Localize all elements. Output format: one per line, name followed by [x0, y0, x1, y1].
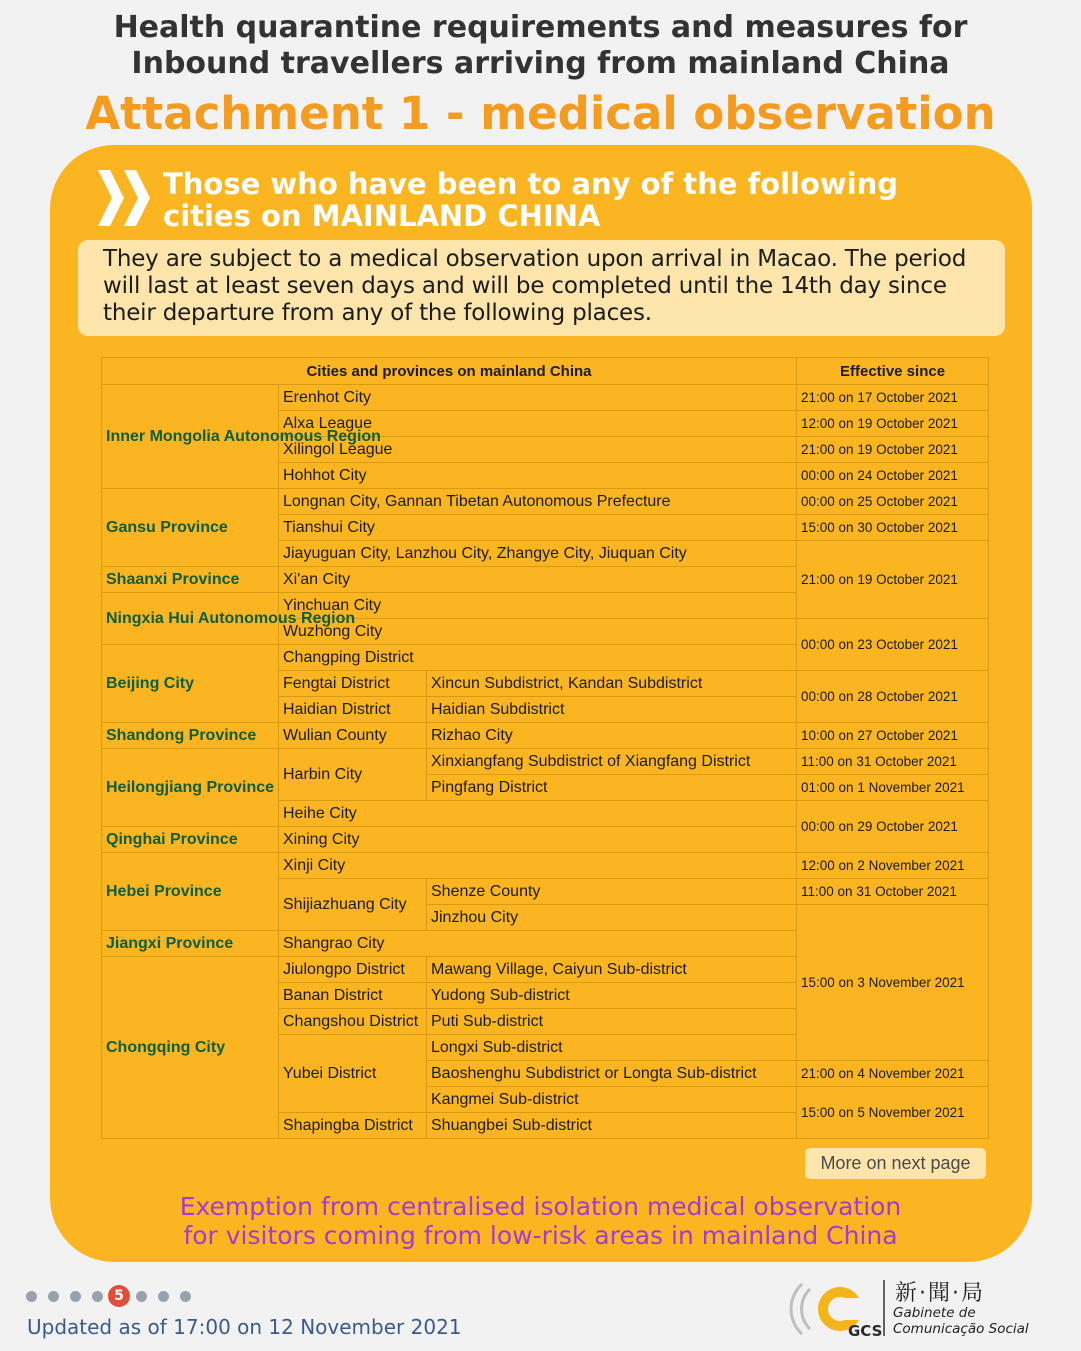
effective-cell: 00:00 on 29 October 2021 — [797, 801, 989, 853]
title-line-1: Health quarantine requirements and measures for — [113, 10, 968, 45]
effective-cell: 11:00 on 31 October 2021 — [797, 879, 989, 905]
province-cell: Qinghai Province — [102, 827, 279, 853]
place-cell: Yubei District — [279, 1035, 427, 1113]
effective-cell: 12:00 on 2 November 2021 — [797, 853, 989, 879]
page-dot[interactable] — [158, 1291, 169, 1302]
place-cell: Yinchuan City — [279, 593, 797, 619]
title-line-2: Inbound travellers arriving from mainland China — [131, 46, 950, 81]
page-dot[interactable] — [136, 1291, 147, 1302]
subplace-cell: Jinzhou City — [427, 905, 797, 931]
place-cell: Haidian District — [279, 697, 427, 723]
place-cell: Xinji City — [279, 853, 797, 879]
effective-cell: 00:00 on 25 October 2021 — [797, 489, 989, 515]
place-cell: Fengtai District — [279, 671, 427, 697]
table-row — [102, 853, 989, 879]
subplace-cell: Longxi Sub-district — [427, 1035, 797, 1061]
place-cell: Wuzhong City — [279, 619, 797, 645]
exemption-link[interactable]: Exemption from centralised isolation medical observation for visitors coming from low-risk areas in mainland China — [179, 1192, 902, 1250]
effective-cell: 15:00 on 30 October 2021 — [797, 515, 989, 541]
place-cell: Jiulongpo District — [279, 957, 427, 983]
subplace-cell: Baoshenghu Subdistrict or Longta Sub-district — [427, 1061, 797, 1087]
place-cell: Hohhot City — [279, 463, 797, 489]
effective-cell: 01:00 on 1 November 2021 — [797, 775, 989, 801]
effective-cell: 11:00 on 31 October 2021 — [797, 749, 989, 775]
province-cell: Heilongjiang Province — [102, 749, 279, 827]
page-dot[interactable] — [92, 1291, 103, 1302]
province-cell: Hebei Province — [102, 853, 279, 931]
subplace-cell: Haidian Subdistrict — [427, 697, 797, 723]
page-dot[interactable] — [70, 1291, 81, 1302]
effective-cell: 21:00 on 17 October 2021 — [797, 385, 989, 411]
effective-cell: 10:00 on 27 October 2021 — [797, 723, 989, 749]
effective-cell: 15:00 on 3 November 2021 — [797, 905, 989, 1061]
province-cell: Inner Mongolia Autonomous Region — [102, 385, 279, 489]
effective-cell: 00:00 on 24 October 2021 — [797, 463, 989, 489]
place-cell: Wulian County — [279, 723, 427, 749]
place-cell: Xining City — [279, 827, 797, 853]
place-cell: Harbin City — [279, 749, 427, 801]
effective-cell: 00:00 on 23 October 2021 — [797, 619, 989, 671]
table-row — [102, 385, 989, 411]
table-header-row — [102, 358, 989, 385]
effective-cell: 00:00 on 28 October 2021 — [797, 671, 989, 723]
note-text: They are subject to a medical observation upon arrival in Macao. The period will last at least seven days and will be completed until the 14th day since their departure from any of the following places. — [103, 246, 967, 326]
province-cell: Chongqing City — [102, 957, 279, 1139]
table-row — [102, 489, 989, 515]
effective-cell: 12:00 on 19 October 2021 — [797, 411, 989, 437]
place-cell: Longnan City, Gannan Tibetan Autonomous Prefecture — [279, 489, 797, 515]
place-cell: Xilingol League — [279, 437, 797, 463]
effective-cell: 15:00 on 5 November 2021 — [797, 1087, 989, 1139]
observation-table — [101, 357, 989, 1139]
more-on-next-page-button[interactable]: More on next page — [805, 1148, 986, 1179]
table-row — [102, 723, 989, 749]
place-cell: Jiayuguan City, Lanzhou City, Zhangye City, Jiuquan City — [279, 541, 797, 567]
subplace-cell: Kangmei Sub-district — [427, 1087, 797, 1113]
page-dot[interactable] — [48, 1291, 59, 1302]
subplace-cell: Puti Sub-district — [427, 1009, 797, 1035]
place-cell: Erenhot City — [279, 385, 797, 411]
place-cell: Shijiazhuang City — [279, 879, 427, 931]
page-title — [0, 10, 1081, 82]
column-header-places: Cities and provinces on mainland China — [102, 358, 797, 385]
effective-cell: 21:00 on 4 November 2021 — [797, 1061, 989, 1087]
table-row — [102, 749, 989, 775]
subplace-cell: Pingfang District — [427, 775, 797, 801]
place-cell: Shangrao City — [279, 931, 797, 957]
subplace-cell: Shenze County — [427, 879, 797, 905]
place-cell: Banan District — [279, 983, 427, 1009]
province-cell: Beijing City — [102, 645, 279, 723]
effective-cell: 21:00 on 19 October 2021 — [797, 437, 989, 463]
chevron-right-icon — [98, 170, 124, 226]
page-subtitle: Attachment 1 - medical observation — [85, 87, 996, 140]
column-header-effective: Effective since — [797, 358, 989, 385]
province-cell: Ningxia Hui Autonomous Region — [102, 593, 279, 645]
logo-mark: GCS — [848, 1322, 883, 1340]
updated-timestamp: Updated as of 17:00 on 12 November 2021 — [27, 1315, 462, 1339]
logo-portuguese-text: Gabinete de Comunicação Social — [893, 1305, 1029, 1337]
section-heading: Those who have been to any of the following cities on MAINLAND CHINA — [163, 167, 899, 233]
subplace-cell: Rizhao City — [427, 723, 797, 749]
page-dot[interactable] — [26, 1291, 37, 1302]
page-dot-current[interactable]: 5 — [108, 1285, 130, 1307]
place-cell: Heihe City — [279, 801, 797, 827]
place-cell: Shapingba District — [279, 1113, 427, 1139]
place-cell: Changping District — [279, 645, 797, 671]
province-cell: Gansu Province — [102, 489, 279, 567]
effective-cell: 21:00 on 19 October 2021 — [797, 541, 989, 619]
place-cell: Changshou District — [279, 1009, 427, 1035]
subplace-cell: Xincun Subdistrict, Kandan Subdistrict — [427, 671, 797, 697]
subplace-cell: Yudong Sub-district — [427, 983, 797, 1009]
subplace-cell: Shuangbei Sub-district — [427, 1113, 797, 1139]
subplace-cell: Mawang Village, Caiyun Sub-district — [427, 957, 797, 983]
province-cell: Shaanxi Province — [102, 567, 279, 593]
chevron-right-icon — [124, 170, 150, 226]
subplace-cell: Xinxiangfang Subdistrict of Xiangfang District — [427, 749, 797, 775]
place-cell: Xi'an City — [279, 567, 797, 593]
province-cell: Jiangxi Province — [102, 931, 279, 957]
province-cell: Shandong Province — [102, 723, 279, 749]
place-cell: Tianshui City — [279, 515, 797, 541]
logo-chinese-text: 新·聞·局 — [895, 1281, 985, 1306]
place-cell: Alxa League — [279, 411, 797, 437]
page-dot[interactable] — [180, 1291, 191, 1302]
